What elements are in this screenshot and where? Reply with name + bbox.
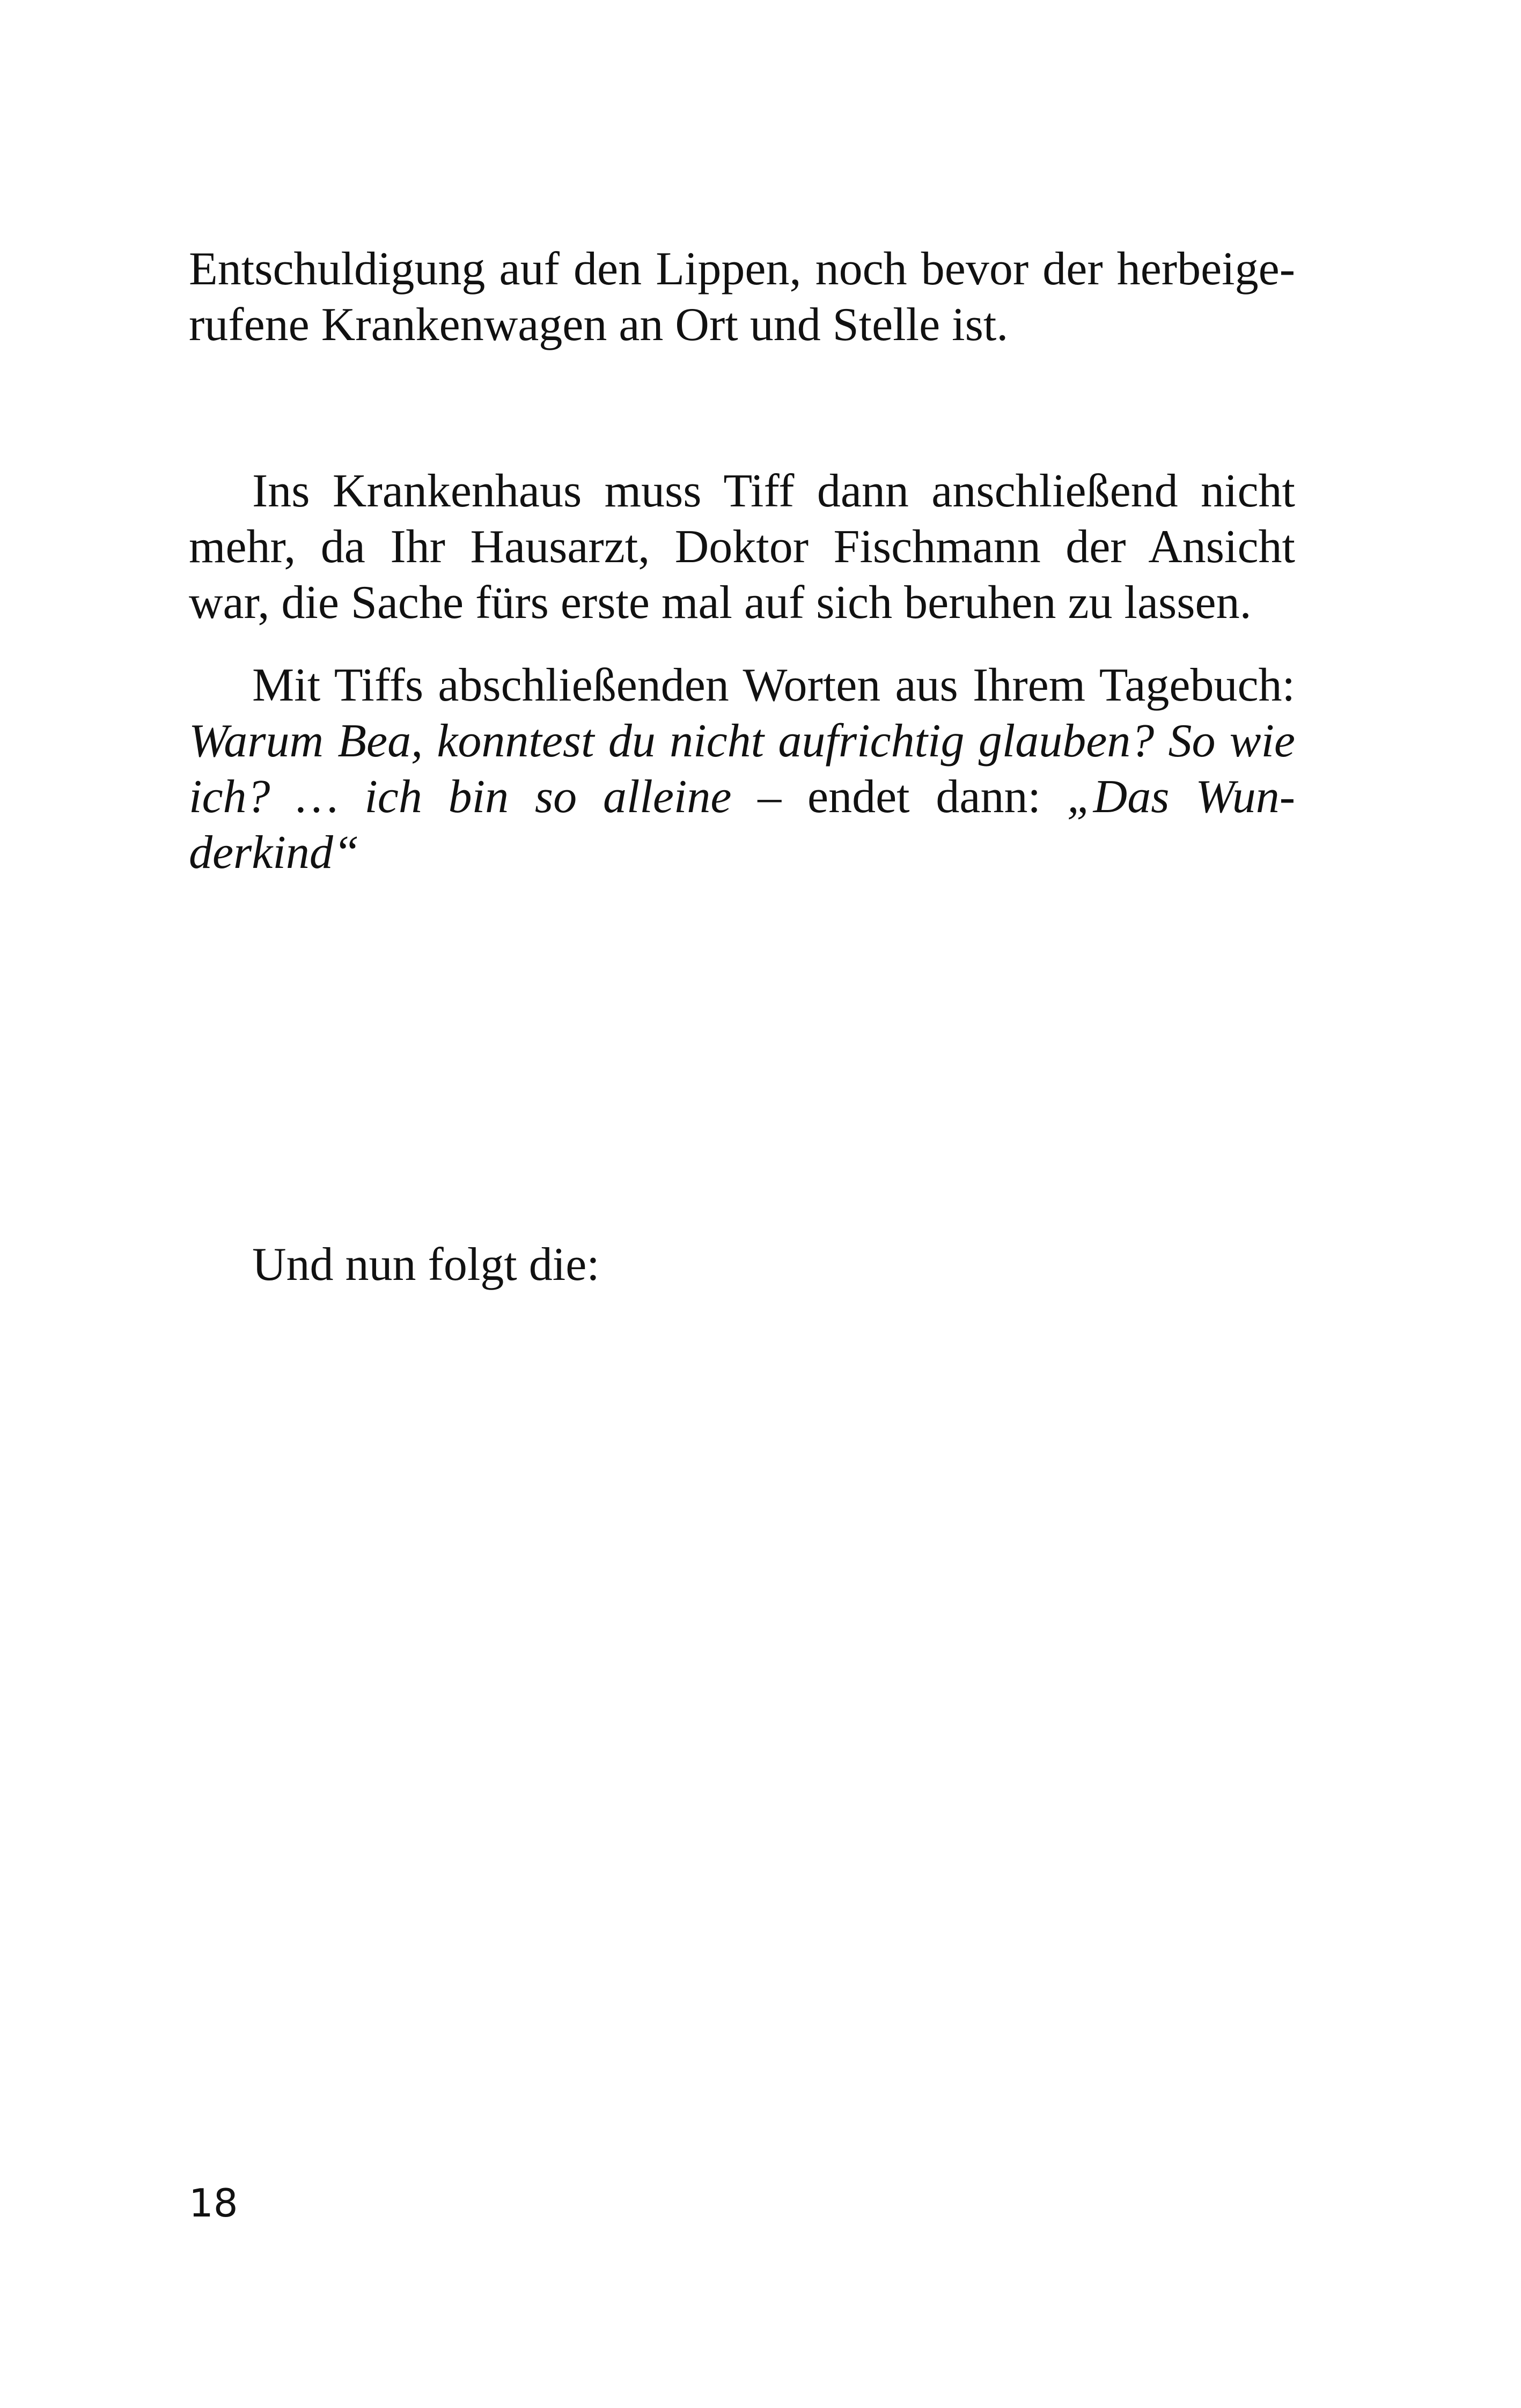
paragraph-middle: – endet dann: [731,771,1067,823]
paragraph-lead: Mit Tiffs abschließenden Worten aus Ihrem Tagebuch: [252,659,1295,711]
page-number: 18 [189,2181,238,2226]
paragraph-text: Ins Krankenhaus muss Tiff dann anschließend nicht mehr, da Ihr Hausarzt, Doktor Fischmann der Ansicht war, die Sache fürs erste mal auf sich beruhen zu lassen. [189,465,1295,629]
story-title: „Das Wunderkind“ [189,771,1296,879]
paragraph-text: Entschuldigung auf den Lippen, noch bevor der herbeigerufene Krankenwagen an Ort und Stelle ist. [189,243,1295,351]
paragraph-continuation [189,241,1295,353]
paragraph-transition [189,1237,1295,1293]
paragraph-hospital [189,463,1295,631]
paragraph-text [189,658,1295,881]
diary-quote: Warum Bea, konntest du nicht aufrichtig glauben? So wie ich? … ich bin so alleine [189,715,1295,823]
paragraph-diary-quote [189,658,1295,881]
paragraph-text: Und nun folgt die: [252,1239,600,1291]
